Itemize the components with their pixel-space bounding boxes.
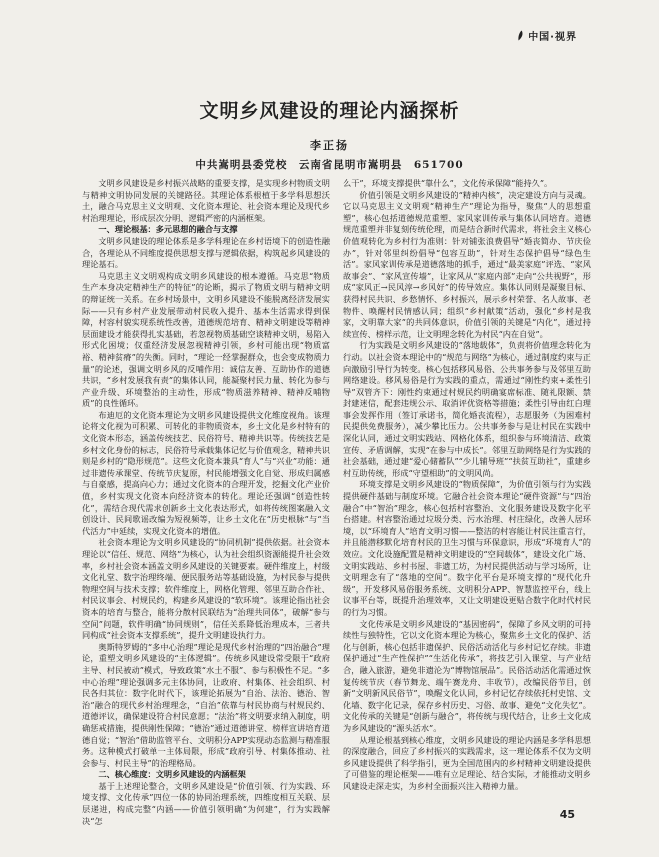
body-paragraph: 文明乡风建设的理论体系是多学科理论在乡村语境下的创造性融合，各理论从不同维度提供思想支撑与逻辑依据，构筑起乡风建设的理论基石。 [82, 235, 330, 270]
body-paragraph: 价值引领是文明乡风建设的“精神内核”，决定建设方向与灵魂。它以马克思主义文明观“精神生产”理论为指导，聚焦“人的思想重塑”，核心包括道德规范重塑、家风家训传承与集体认同培育。道德规范重塑并非复刻传统伦理，而是结合新时代需求，将社会主义核心价值观转化为乡村行为准则：针对铺张浪费倡导“婚丧简办、节庆俭办”，针对邻里纠纷倡导“包容互助”，针对生态保护倡导“绿色生活”。家风家训传承是道德落地的抓手，通过“最美家庭”评选、“家风故事会”、“家风宣传墙”，让家风从“家庭内部”走向“公共视野”，形成“家风正→民风淳→乡风好”的传导效应。集体认同则是凝聚目标、获得村民共识、乡愁情怀、乡村振兴，展示乡村荣誉、名人故事、老物件、唤醒村民情感认同；组织“乡村献策”活动，强化“乡村是我家，文明靠大家”的共同体意识，价值引领的关键是“内化”，通过持续宣传、榜样示范，让文明理念转化为村民“内在自觉”。 [343, 189, 591, 339]
article-author: 李正扬 [310, 139, 349, 152]
body-paragraph: 布迪厄的文化资本理论为文明乡风建设提供文化维度视角。该理论将文化视为可积累、可转化的非物质资本，乡土文化是乡村特有的文化资本形态，涵盖传统技艺、民俗符号、精神共识等。传统技艺是乡村文化身份的标志，民俗符号承载集体记忆与价值观念，精神共识则是乡村的“隐形规范”。这些文化资本兼具“育人”与“兴业”功能：通过非遗传承课堂、传统节庆复原，村民能增强文化自觉、形成归属感与自豪感，提高向心力；通过文化资本的合理开发，挖掘文化产业价值，乡村实现文化资本向经济资本的转化。理论还强调“创造性转化”，需结合现代需求创新乡土文化表达形式，如将传统图案融入文创设计、民间歌谣改编为短视频等，让乡土文化在“历史根脉”与“当代活力”中延续，实现文化资本的增值。 [82, 409, 330, 536]
running-head [517, 28, 577, 43]
body-paragraph: 文明乡风建设是乡村振兴战略的重要支撑，是实现乡村物质文明与精神文明协同发展的关键路径。其理论体系根植于多学科思想沃土，融合马克思主义文明观、文化资本理论、社会资本理论及现代乡村治理理论，形成层次分明、逻辑严密的内涵框架。 [82, 178, 330, 223]
section-heading: 二、核心维度：文明乡风建设的内涵框架 [98, 769, 246, 780]
body-column-left [82, 178, 330, 826]
body-paragraph: 基于上述理论整合，文明乡风建设是“价值引领、行为实践、环境支撑、文化传承”四位一体的协同治理系统，四维度相互关联、层层递进，构成完整“内涵——价值引领明确“为何建”，行为实践解决“怎 [82, 780, 330, 826]
body-paragraph: 环境支撑是文明乡风建设的“物质保障”，为价值引领与行为实践提供硬件基础与制度环境。它融合社会资本理论“硬件资源”与“四治融合”中“智治”理念，核心包括村容整治、文化服务建设及数字化平台搭建。村容整治通过垃圾分类、污水治理、村庄绿化，改善人居环境，以“环境育人”培育文明习惯——整洁的村容能让村民注重言行，并且能潜移默化培育村民的卫生习惯与环保意识，形成“环境育人”的效应。文化设施配置是精神文明建设的“空间载体”，建设文化广场、文明实践站、乡村书屋、非遗工坊，为村民提供活动与学习场所，让文明理念有了“落地的空间”。数字化平台是环境支撑的“现代化升级”，开发移风易俗服务系统、文明积分APP、智慧监控平台，线上议事平台等，既提升治理效率，又让文明建设更贴合数字化时代村民的行为习惯。 [343, 479, 591, 617]
body-column-right [343, 178, 591, 793]
leaf-icon [517, 30, 524, 41]
body-paragraph: 从理论根基到核心维度，文明乡风建设的理论内涵是多学科思想的深度融合，回应了乡村振兴的实践需求，这一理论体系不仅为文明乡风建设提供了科学指引，更为全国范围内的乡村精神文明建设提供了可借鉴的理论框架——唯有立足理论、结合实际，才能推动文明乡风建设走深走实，为乡村全面振兴注入精神力量。 [343, 734, 591, 791]
article-title: 文明乡风建设的理论内涵探析 [199, 100, 460, 122]
body-paragraph: 行为实践是文明乡风建设的“落地载体”，负责将价值理念转化为行动。以社会资本理论中的“规范与网络”为核心，通过制度约束与正向激励引导行为转变。核心包括移风易俗、公共事务参与及邻里互助网络建设。移风易俗是行为实践的重点，需通过“刚性约束+柔性引导”双管齐下：刚性约束通过村规民约明确宴席标准、随礼限额、禁封建迷信，配套违规公示、取消评优资格等措施；柔性引导由红白理事会发挥作用（签订承诺书，简化婚丧流程），志愿服务（为困难村民提供免费服务），减少攀比压力。公共事务参与是让村民在实践中深化认同，通过文明实践站、网格化体系，组织参与环境清洁、政策宣传、矛盾调解，实现“在参与中成长”。邻里互助网络是行为实践的社会基础，通过建“爱心储蓄队”“少儿辅导班”“扶贫互助社”，重建乡村互助传统，形成“守望相助”的文明风尚。 [343, 340, 591, 478]
body-paragraph: 奥斯特罗姆的“多中心治理”理论是现代乡村治理的“四治融合”理论，重塑文明乡风建设的“主体逻辑”。传统乡风建设常受限于“政府主导、村民被动”模式，导致政策“水土不服”、参与积极性不足。“多中心治理”理论强调多元主体协同，让政府、村集体、社会组织、村民各归其位：数字化时代下，该理论拓展为“自治、法治、德治、智治”融合的现代乡村治理理念，“自治”依靠与村民协商与村规民约、道德评议，确保建设符合村民意愿；“法治”将文明要求纳入制度，明确惩戒措施，提供刚性保障；“德治”通过道德讲堂、榜样宣讲培育道德自觉；“智治”借助监管平台、文明积分APP实现动态监测与精准服务。这种模式打破单一主体局限，形成“政府引导、村集体推动、社会参与、村民主导”的治理格局。 [82, 641, 330, 768]
body-paragraph: 么干”，环境支撑提供“靠什么”，文化传承保障“能持久”。 [343, 178, 553, 188]
author-affiliation: 中共嵩明县委党校 云南省昆明市嵩明县 651700 [195, 159, 464, 171]
body-paragraph: 马克思主义文明观构成文明乡风建设的根本遵循。马克思“物质生产本身决定精神生产的特征”的论断，揭示了物质文明与精神文明的辩证统一关系。在乡村场景中，文明乡风建设不能脱离经济发展实际——只有乡村产业发展带动村民收入提升、基本生活需求得到保障，村容村貌实现系统性改善，道德规范培育、精神文明建设等精神层面建设才能获得扎实基础，若忽视物质基础空谈精神文明，易陷入形式化困境；仅重经济发展忽视精神引领，乡村可能出现“物质富裕、精神贫瘠”的失衡。同时，“理论一经掌握群众，也会变成物质力量”的论述，强调文明乡风的反哺作用：诚信友善、互助协作的道德共识，“乡村发展我有责”的集体认同，能凝聚村民力量、转化为参与产业升级、环境整治的主动性，形成“物质滋养精神、精神反哺物质”的良性循环。 [82, 270, 330, 409]
page-number: 45 [559, 808, 575, 821]
body-paragraph: 文化传承是文明乡风建设的“基因密码”，保障了乡风文明的可持续性与独特性，它以文化资本理论为核心，聚焦乡土文化的保护、活化与创新，核心包括非遗保护、民俗活动活化与乡村记忆存续。非遗保护通过“生产性保护”“生活化传承”，将技艺引入课堂、与产业结合，融入旅游，避免非遗沦为“博物馆展品”。民俗活动活化需通过恢复传统节庆（春节舞龙、端午赛龙舟、丰收节），改编民俗节目，创新“文明新风民俗节”，唤醒文化认同，乡村记忆存续依托村史馆、文化墙、数字化记录，保存乡村历史、习俗、故事、避免“文化失忆”。文化传承的关键是“创新与融合”，将传统与现代结合，让乡土文化成为乡风建设的“源头活水”。 [343, 618, 591, 733]
section-heading: 一、理论根基：多元思想的融合与支撑 [98, 224, 238, 235]
section-label: 中国·视界 [528, 32, 577, 43]
body-paragraph: 社会资本理论为文明乡风建设的“协同机制”提供依据。社会资本理论以“信任、规范、网络”为核心，认为社会组织资源能提升社会效率，乡村社会资本涵盖文明乡风建设的关键要素。硬件维度上，村级文化礼堂、数字治理终端、便民服务站等基础设施，为村民参与提供物理空间与技术支撑；软件维度上，网格化管理、邻里互助合作社、村民议事会、村规民约，构建乡风建设的“软环境”。该理论指出社会资本的培育与整合，能将分散村民联结为“治理共同体”，破解“参与空间”问题，软件明确“协同规则”，信任关系降低治理成本，三者共同构成“社会资本支撑系统”，提升文明建设执行力。 [82, 537, 330, 641]
